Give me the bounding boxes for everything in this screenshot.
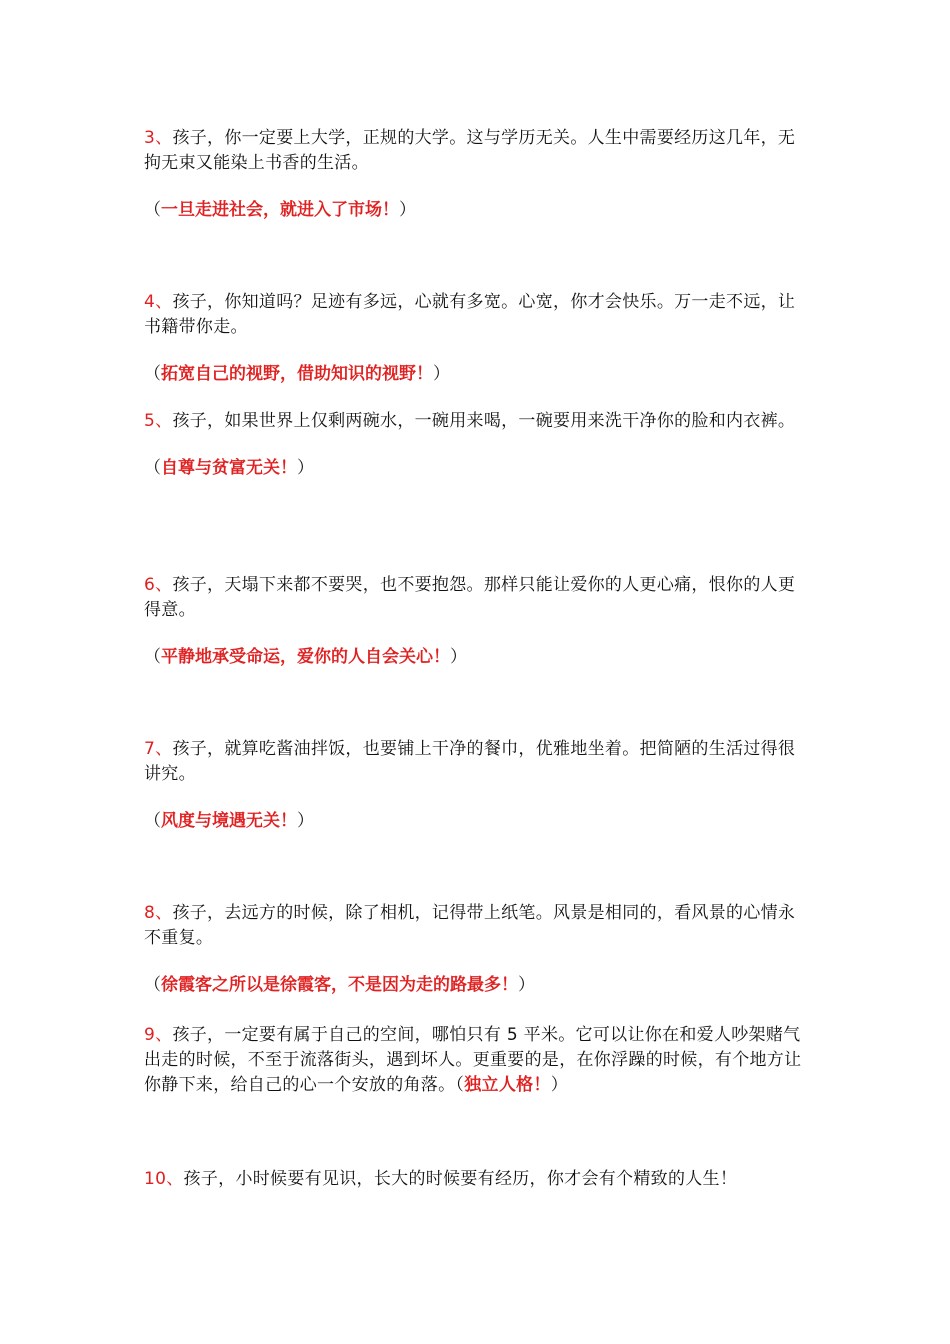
note-close: ） <box>450 647 467 667</box>
item-4 <box>144 290 809 387</box>
item-note <box>144 198 809 223</box>
item-note <box>144 362 809 387</box>
note-highlight: 自尊与贫富无关！ <box>161 458 297 478</box>
item-3 <box>144 126 809 223</box>
item-separator: 、 <box>155 575 173 595</box>
item-body: 孩子，天塌下来都不要哭，也不要抱怨。那样只能让爱你的人更心痛，恨你的人更得意。 <box>144 575 796 620</box>
item-8 <box>144 901 809 998</box>
note-close: ） <box>433 364 450 384</box>
item-text <box>144 126 809 176</box>
item-5 <box>144 409 809 481</box>
item-number: 9 <box>144 1025 156 1045</box>
item-body: 孩子，去远方的时候，除了相机，记得带上纸笔。风景是相同的，看风景的心情永不重复。 <box>144 903 796 948</box>
note-close: ） <box>297 458 314 478</box>
item-separator: 、 <box>155 411 173 431</box>
note-close: ） <box>399 200 416 220</box>
item-note <box>144 456 809 481</box>
item-text <box>144 573 809 623</box>
item-number: 4 <box>144 292 156 312</box>
item-number: 8 <box>144 903 156 923</box>
note-open: （ <box>144 811 161 831</box>
item-6 <box>144 573 809 670</box>
item-10 <box>144 1167 809 1192</box>
item-body: 孩子，一定要有属于自己的空间，哪怕只有 5 平米。它可以让你在和爱人吵架赌气出走的时候，不至于流落街头，遇到坏人。更重要的是，在你浮躁的时候，有个地方让你静下来，给自己的心一个安放的角落。 <box>144 1025 802 1095</box>
note-highlight: 拓宽自己的视野，借助知识的视野！ <box>161 364 433 384</box>
note-highlight: 徐霞客之所以是徐霞客，不是因为走的路最多！ <box>161 975 518 995</box>
item-number: 10 <box>144 1169 167 1189</box>
note-open: （ <box>144 458 161 478</box>
note-open: （ <box>144 200 161 220</box>
item-number: 7 <box>144 739 156 759</box>
item-number: 5 <box>144 411 156 431</box>
note-open: （ <box>144 975 161 995</box>
note-open: （ <box>144 647 161 667</box>
item-note <box>144 809 809 834</box>
item-9 <box>144 1023 809 1098</box>
note-close: ） <box>518 975 535 995</box>
item-body: 孩子，小时候要有见识，长大的时候要有经历，你才会有个精致的人生！ <box>183 1169 738 1189</box>
note-highlight: 平静地承受命运，爱你的人自会关心！ <box>161 647 450 667</box>
note-highlight: 独立人格！ <box>464 1075 551 1095</box>
item-number: 3 <box>144 128 156 148</box>
note-open: （ <box>144 364 161 384</box>
note-highlight: 风度与境遇无关！ <box>161 811 297 831</box>
item-text <box>144 1167 809 1192</box>
item-body: 孩子，你一定要上大学，正规的大学。这与学历无关。人生中需要经历这几年，无拘无束又能染上书香的生活。 <box>144 128 796 173</box>
note-open: （ <box>455 1075 465 1095</box>
item-body: 孩子，如果世界上仅剩两碗水，一碗用来喝，一碗要用来洗干净你的脸和内衣裤。 <box>172 411 796 431</box>
item-text <box>144 737 809 787</box>
item-note <box>144 645 809 670</box>
item-body: 孩子，就算吃酱油拌饭，也要铺上干净的餐巾，优雅地坐着。把简陋的生活过得很讲究。 <box>144 739 796 784</box>
item-separator: 、 <box>155 128 173 148</box>
item-text <box>144 409 809 434</box>
item-separator: 、 <box>155 903 173 923</box>
item-separator: 、 <box>155 1025 173 1045</box>
item-text <box>144 1023 809 1098</box>
item-note <box>144 973 809 998</box>
note-close: ） <box>297 811 314 831</box>
item-7 <box>144 737 809 834</box>
item-separator: 、 <box>155 739 173 759</box>
item-body: 孩子，你知道吗？足迹有多远，心就有多宽。心宽，你才会快乐。万一走不远，让书籍带你走。 <box>144 292 796 337</box>
item-separator: 、 <box>155 292 173 312</box>
item-number: 6 <box>144 575 156 595</box>
item-text <box>144 290 809 340</box>
note-close: ） <box>550 1075 569 1095</box>
item-text <box>144 901 809 951</box>
note-highlight: 一旦走进社会，就进入了市场！ <box>161 200 399 220</box>
item-separator: 、 <box>166 1169 184 1189</box>
